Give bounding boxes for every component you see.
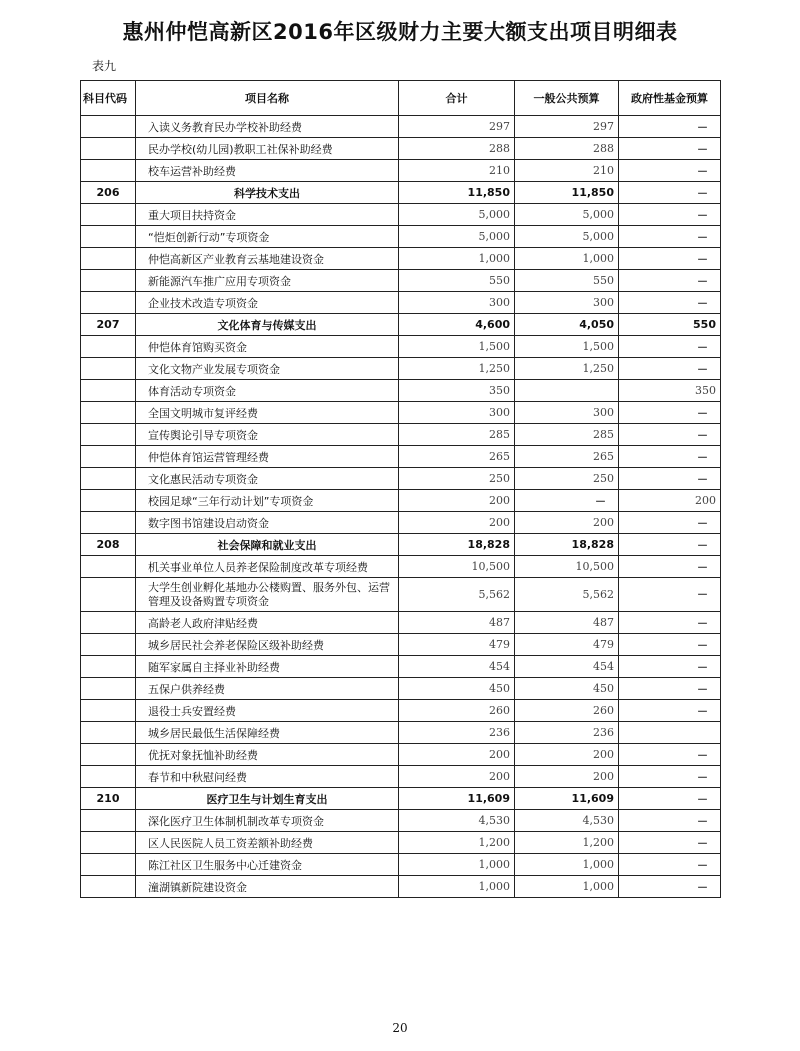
cell-name: 退役士兵安置经费	[136, 700, 399, 722]
cell-name: 五保户供养经费	[136, 678, 399, 700]
cell-general: 487	[515, 612, 619, 634]
cell-general: 236	[515, 722, 619, 744]
cell-general: 479	[515, 634, 619, 656]
cell-general: 5,000	[515, 226, 619, 248]
header-general: 一般公共预算	[515, 81, 619, 116]
cell-total: 350	[399, 380, 515, 402]
cell-fund: －	[619, 358, 721, 380]
cell-name: 文化体育与传媒支出	[136, 314, 399, 336]
cell-total: 200	[399, 766, 515, 788]
cell-general: 454	[515, 656, 619, 678]
table-row	[81, 854, 721, 876]
table-row	[81, 678, 721, 700]
cell-total: 288	[399, 138, 515, 160]
cell-name: 宣传舆论引导专项资金	[136, 424, 399, 446]
cell-name: 校车运营补助经费	[136, 160, 399, 182]
cell-fund: －	[619, 534, 721, 556]
cell-fund: －	[619, 446, 721, 468]
cell-name: 区人民医院人员工资差额补助经费	[136, 832, 399, 854]
cell-general: －	[515, 490, 619, 512]
cell-total: 300	[399, 292, 515, 314]
cell-fund: －	[619, 700, 721, 722]
cell-name: 社会保障和就业支出	[136, 534, 399, 556]
cell-fund: －	[619, 832, 721, 854]
cell-fund: －	[619, 336, 721, 358]
table-row	[81, 380, 721, 402]
cell-general: 1,000	[515, 248, 619, 270]
cell-fund: －	[619, 876, 721, 898]
cell-fund: －	[619, 204, 721, 226]
cell-fund: －	[619, 116, 721, 138]
cell-code	[81, 490, 136, 512]
cell-total: 479	[399, 634, 515, 656]
cell-total: 454	[399, 656, 515, 678]
cell-code	[81, 578, 136, 612]
cell-code	[81, 810, 136, 832]
cell-general	[515, 380, 619, 402]
cell-general: 1,000	[515, 876, 619, 898]
cell-code	[81, 116, 136, 138]
cell-general: 11,850	[515, 182, 619, 204]
cell-code: 207	[81, 314, 136, 336]
cell-code	[81, 402, 136, 424]
cell-general: 285	[515, 424, 619, 446]
cell-code	[81, 248, 136, 270]
cell-total: 210	[399, 160, 515, 182]
category-row	[81, 314, 721, 336]
cell-code	[81, 160, 136, 182]
cell-name: 入读义务教育民办学校补助经费	[136, 116, 399, 138]
cell-total: 1,250	[399, 358, 515, 380]
cell-code	[81, 556, 136, 578]
cell-fund: 350	[619, 380, 721, 402]
cell-general: 18,828	[515, 534, 619, 556]
cell-general: 550	[515, 270, 619, 292]
cell-name: 潼湖镇新院建设资金	[136, 876, 399, 898]
cell-fund	[619, 722, 721, 744]
table-row	[81, 766, 721, 788]
cell-total: 200	[399, 744, 515, 766]
cell-name: 大学生创业孵化基地办公楼购置、服务外包、运营管理及设备购置专项资金	[136, 578, 399, 612]
cell-code	[81, 678, 136, 700]
cell-code	[81, 138, 136, 160]
table-row	[81, 556, 721, 578]
table-row	[81, 226, 721, 248]
table-row	[81, 744, 721, 766]
cell-general: 250	[515, 468, 619, 490]
table-subtitle: 表九	[92, 59, 117, 73]
cell-general: 260	[515, 700, 619, 722]
cell-name: 医疗卫生与计划生育支出	[136, 788, 399, 810]
cell-name: 企业技术改造专项资金	[136, 292, 399, 314]
cell-fund: －	[619, 810, 721, 832]
table-row	[81, 832, 721, 854]
cell-fund: －	[619, 468, 721, 490]
cell-name: 城乡居民社会养老保险区级补助经费	[136, 634, 399, 656]
cell-general: 265	[515, 446, 619, 468]
cell-code	[81, 468, 136, 490]
header-total: 合计	[399, 81, 515, 116]
cell-fund: －	[619, 854, 721, 876]
cell-name: 校园足球“三年行动计划”专项资金	[136, 490, 399, 512]
table-body	[81, 116, 721, 898]
cell-code: 208	[81, 534, 136, 556]
cell-total: 450	[399, 678, 515, 700]
cell-fund: －	[619, 402, 721, 424]
cell-total: 1,000	[399, 854, 515, 876]
cell-total: 236	[399, 722, 515, 744]
cell-general: 1,000	[515, 854, 619, 876]
cell-name: 数字图书馆建设启动资金	[136, 512, 399, 534]
category-row	[81, 182, 721, 204]
cell-general: 300	[515, 402, 619, 424]
table-row	[81, 336, 721, 358]
cell-code	[81, 380, 136, 402]
cell-general: 297	[515, 116, 619, 138]
table-row	[81, 446, 721, 468]
cell-general: 4,050	[515, 314, 619, 336]
cell-name: 陈江社区卫生服务中心迁建资金	[136, 854, 399, 876]
cell-total: 550	[399, 270, 515, 292]
cell-name: 优抚对象抚恤补助经费	[136, 744, 399, 766]
cell-total: 1,000	[399, 248, 515, 270]
table-header-row	[81, 81, 721, 116]
expenditure-table	[80, 80, 721, 898]
cell-total: 250	[399, 468, 515, 490]
cell-code	[81, 744, 136, 766]
table-row	[81, 810, 721, 832]
table-row	[81, 402, 721, 424]
cell-fund: －	[619, 424, 721, 446]
cell-code	[81, 700, 136, 722]
cell-general: 5,562	[515, 578, 619, 612]
cell-code	[81, 204, 136, 226]
cell-name: 春节和中秋慰问经费	[136, 766, 399, 788]
cell-fund: －	[619, 612, 721, 634]
cell-name: 全国文明城市复评经费	[136, 402, 399, 424]
cell-name: 文化惠民活动专项资金	[136, 468, 399, 490]
table-row	[81, 116, 721, 138]
cell-fund: －	[619, 248, 721, 270]
table-row	[81, 634, 721, 656]
cell-total: 1,500	[399, 336, 515, 358]
table-row	[81, 876, 721, 898]
cell-code	[81, 612, 136, 634]
cell-general: 210	[515, 160, 619, 182]
table-row	[81, 204, 721, 226]
cell-general: 5,000	[515, 204, 619, 226]
cell-name: 重大项目扶持资金	[136, 204, 399, 226]
category-row	[81, 534, 721, 556]
cell-fund: －	[619, 182, 721, 204]
page-title: 惠州仲恺高新区2016年区级财力主要大额支出项目明细表	[122, 20, 678, 44]
cell-general: 200	[515, 766, 619, 788]
cell-total: 1,200	[399, 832, 515, 854]
cell-fund: －	[619, 788, 721, 810]
cell-code	[81, 336, 136, 358]
table-row	[81, 468, 721, 490]
table-row	[81, 722, 721, 744]
cell-total: 5,562	[399, 578, 515, 612]
cell-name: 仲恺体育馆购买资金	[136, 336, 399, 358]
cell-fund: －	[619, 634, 721, 656]
cell-code	[81, 876, 136, 898]
cell-name: 科学技术支出	[136, 182, 399, 204]
cell-code	[81, 512, 136, 534]
table-row	[81, 424, 721, 446]
cell-code	[81, 424, 136, 446]
header-fund: 政府性基金预算	[619, 81, 721, 116]
cell-general: 1,200	[515, 832, 619, 854]
cell-general: 200	[515, 744, 619, 766]
header-name: 项目名称	[136, 81, 399, 116]
cell-name: 民办学校(幼儿园)教职工社保补助经费	[136, 138, 399, 160]
cell-fund: －	[619, 160, 721, 182]
cell-total: 4,600	[399, 314, 515, 336]
cell-code: 206	[81, 182, 136, 204]
cell-name: 随军家属自主择业补助经费	[136, 656, 399, 678]
cell-total: 11,850	[399, 182, 515, 204]
table-row	[81, 138, 721, 160]
cell-fund: －	[619, 578, 721, 612]
cell-code	[81, 832, 136, 854]
cell-code	[81, 270, 136, 292]
cell-name: 城乡居民最低生活保障经费	[136, 722, 399, 744]
cell-total: 5,000	[399, 226, 515, 248]
cell-fund: －	[619, 226, 721, 248]
cell-code	[81, 766, 136, 788]
cell-total: 5,000	[399, 204, 515, 226]
cell-fund: 550	[619, 314, 721, 336]
cell-general: 200	[515, 512, 619, 534]
cell-fund: －	[619, 512, 721, 534]
cell-fund: －	[619, 556, 721, 578]
cell-code	[81, 656, 136, 678]
cell-fund: －	[619, 270, 721, 292]
table-row	[81, 490, 721, 512]
cell-fund: －	[619, 292, 721, 314]
cell-fund: －	[619, 678, 721, 700]
cell-total: 4,530	[399, 810, 515, 832]
cell-name: 高龄老人政府津贴经费	[136, 612, 399, 634]
cell-total: 10,500	[399, 556, 515, 578]
cell-fund: －	[619, 744, 721, 766]
table-row	[81, 358, 721, 380]
cell-fund: －	[619, 766, 721, 788]
cell-total: 1,000	[399, 876, 515, 898]
cell-general: 300	[515, 292, 619, 314]
table-row	[81, 270, 721, 292]
cell-total: 200	[399, 490, 515, 512]
cell-total: 300	[399, 402, 515, 424]
cell-total: 487	[399, 612, 515, 634]
page-number: 20	[392, 1021, 408, 1035]
cell-fund: 200	[619, 490, 721, 512]
cell-code	[81, 634, 136, 656]
cell-code	[81, 854, 136, 876]
cell-total: 297	[399, 116, 515, 138]
header-code: 科目代码	[81, 81, 136, 116]
cell-name: “恺炬创新行动”专项资金	[136, 226, 399, 248]
cell-name: 体育活动专项资金	[136, 380, 399, 402]
cell-code	[81, 446, 136, 468]
cell-general: 1,250	[515, 358, 619, 380]
cell-general: 450	[515, 678, 619, 700]
cell-general: 4,530	[515, 810, 619, 832]
table-row	[81, 248, 721, 270]
cell-code	[81, 226, 136, 248]
cell-fund: －	[619, 656, 721, 678]
category-row	[81, 788, 721, 810]
cell-general: 10,500	[515, 556, 619, 578]
table-row	[81, 612, 721, 634]
cell-total: 200	[399, 512, 515, 534]
table-row	[81, 512, 721, 534]
cell-total: 265	[399, 446, 515, 468]
cell-fund: －	[619, 138, 721, 160]
cell-name: 机关事业单位人员养老保险制度改革专项经费	[136, 556, 399, 578]
table-row	[81, 578, 721, 612]
cell-code	[81, 292, 136, 314]
table-row	[81, 700, 721, 722]
cell-code	[81, 722, 136, 744]
table-row	[81, 160, 721, 182]
cell-general: 11,609	[515, 788, 619, 810]
cell-name: 文化文物产业发展专项资金	[136, 358, 399, 380]
cell-total: 260	[399, 700, 515, 722]
cell-total: 285	[399, 424, 515, 446]
cell-name: 仲恺体育馆运营管理经费	[136, 446, 399, 468]
cell-total: 11,609	[399, 788, 515, 810]
cell-total: 18,828	[399, 534, 515, 556]
cell-name: 新能源汽车推广应用专项资金	[136, 270, 399, 292]
cell-general: 288	[515, 138, 619, 160]
cell-general: 1,500	[515, 336, 619, 358]
cell-name: 仲恺高新区产业教育云基地建设资金	[136, 248, 399, 270]
cell-name: 深化医疗卫生体制机制改革专项资金	[136, 810, 399, 832]
table-row	[81, 656, 721, 678]
cell-code	[81, 358, 136, 380]
table-row	[81, 292, 721, 314]
cell-code: 210	[81, 788, 136, 810]
